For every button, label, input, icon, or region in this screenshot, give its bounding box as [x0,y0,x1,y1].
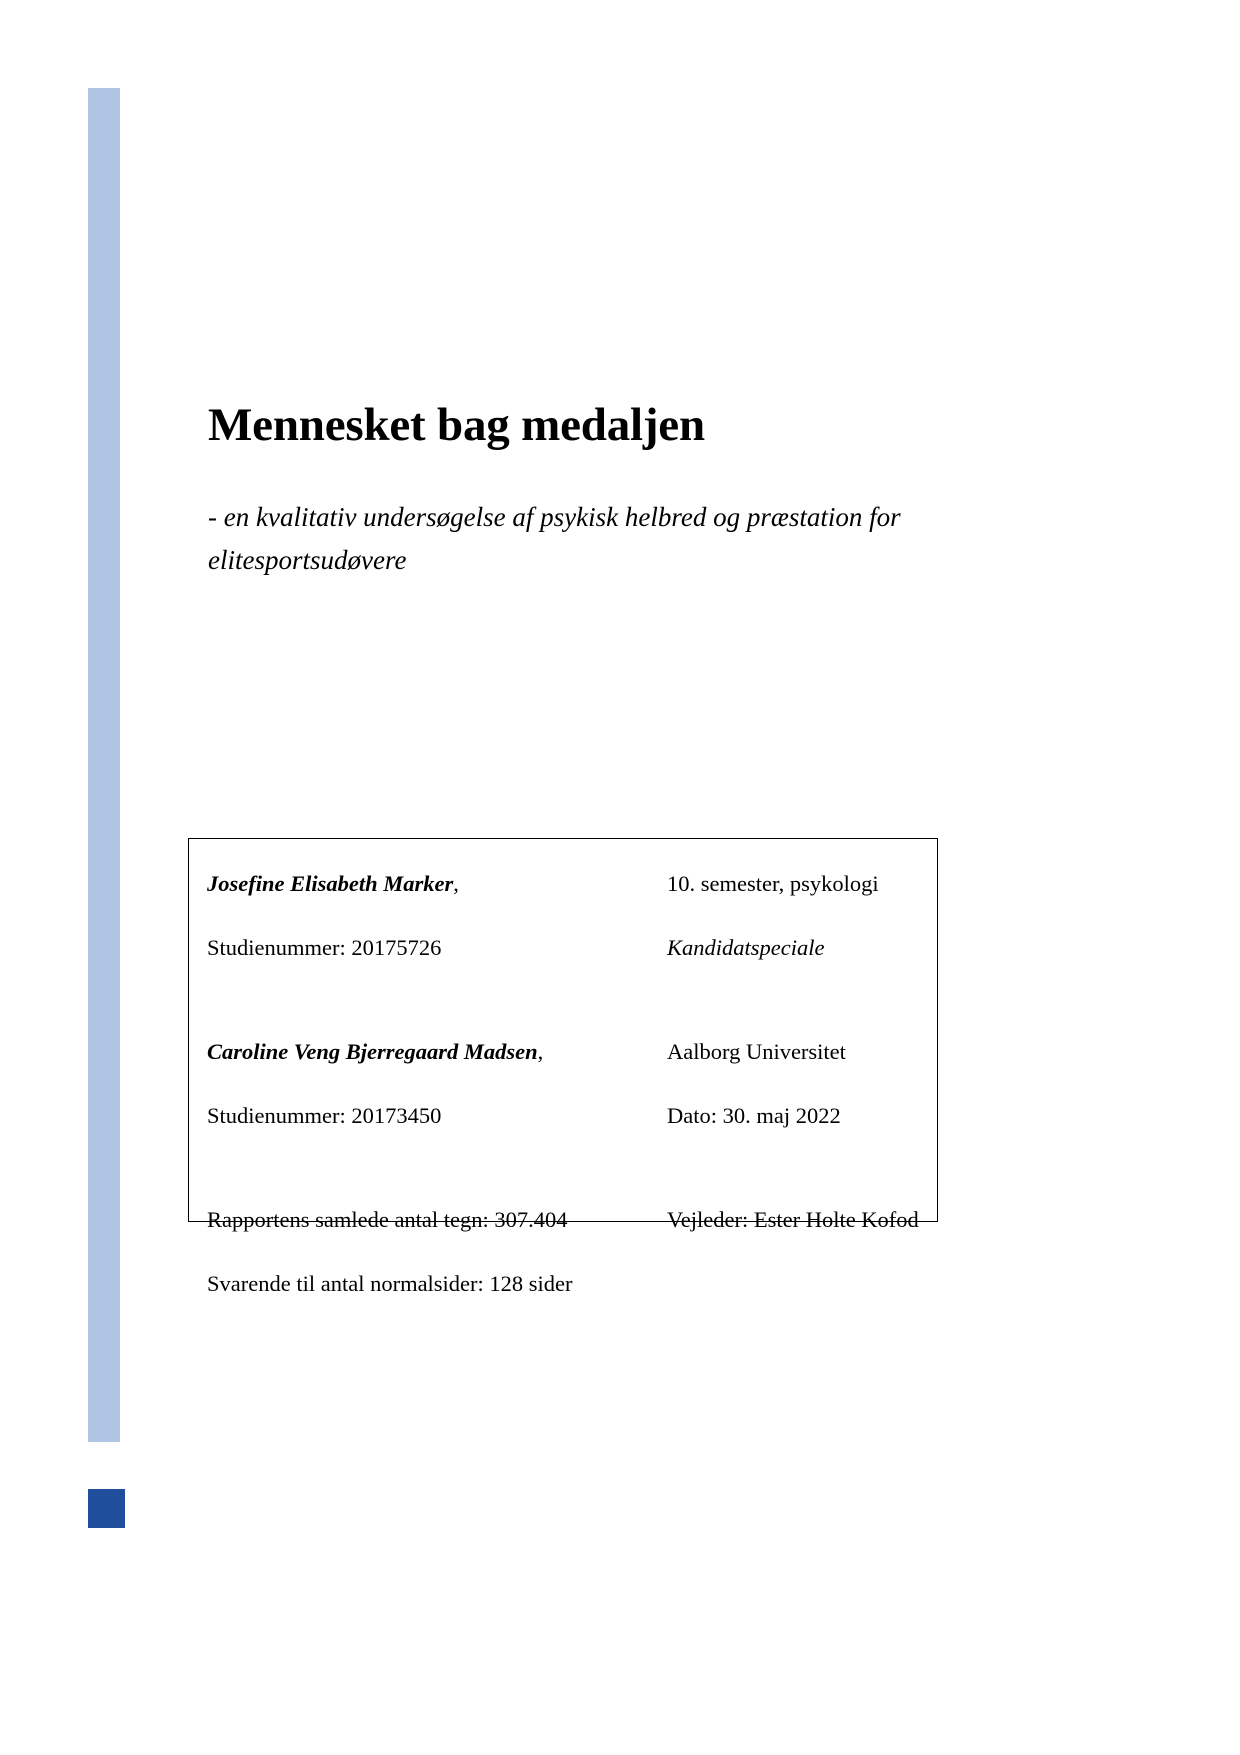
author-2-student-number: Studienummer: 20173450 [207,1102,442,1128]
author-info-grid [207,873,927,1295]
author-2-right-line-2: Dato: 30. maj 2022 [667,1102,841,1128]
author-1-name-cell [207,873,667,896]
author-row-1-studentnumber [207,934,927,960]
author-1-right-line-1: 10. semester, psykologi [667,871,879,896]
section-gap-4 [207,1168,927,1209]
author-2-name-cell [207,1041,667,1064]
section-gap-2 [207,1000,927,1041]
author-1-name-comma: , [453,871,459,896]
normal-pages-row [207,1270,927,1296]
row-gap-3 [207,1232,927,1273]
char-count-value: Rapportens samlede antal tegn: 307.404 [207,1207,568,1232]
author-row-1-name [207,873,927,896]
section-gap-1 [207,959,927,1000]
normal-pages-value: Svarende til antal normalsider: 128 sider [207,1270,573,1296]
author-2-right-line-1: Aalborg Universitet [667,1039,846,1064]
section-gap-3 [207,1127,927,1168]
supervisor-value: Vejleder: Ester Holte Kofod [667,1207,919,1232]
author-2-name-comma: , [537,1039,544,1064]
row-gap [207,896,927,937]
row-gap-2 [207,1064,927,1105]
author-row-2-studentnumber [207,1102,927,1128]
author-row-2-name [207,1041,927,1064]
left-accent-bar-light [88,88,120,1442]
page-title: Mennesket bag medaljen [208,399,705,451]
author-info-box [188,838,938,1296]
author-1-right-line-2: Kandidatspeciale [667,934,825,960]
author-1-name: Josefine Elisabeth Marker [207,871,454,896]
page-subtitle-line-2: for elitesportsudøvere [208,501,901,576]
author-2-name: Caroline Veng Bjerregaard Madsen [207,1039,538,1064]
left-accent-bar-dark [88,1489,125,1528]
page-subtitle-line-1: - en kvalitativ undersøgelse af psykisk helbred og præstation [208,501,863,532]
title-block [208,400,968,583]
char-count-row [207,1209,927,1232]
page-subtitle [208,496,948,583]
author-1-student-number: Studienummer: 20175726 [207,934,442,960]
